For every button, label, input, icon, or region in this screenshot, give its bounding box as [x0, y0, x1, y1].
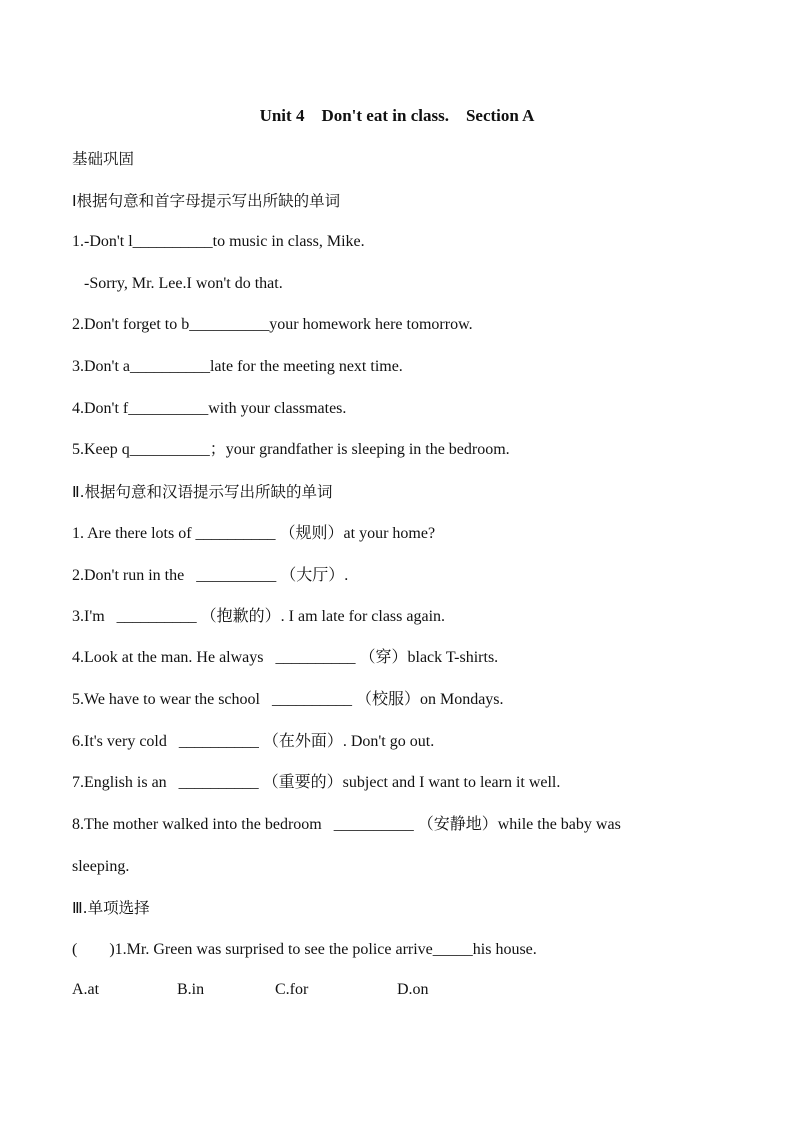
option-c: C.for: [275, 981, 309, 998]
part2-item-7: 7.English is an __________ （重要的）subject and I want to learn it well.: [72, 774, 561, 791]
part1-item-3: 3.Don't a__________late for the meeting next time.: [72, 358, 403, 375]
part1-item-2: 2.Don't forget to b__________your homework here tomorrow.: [72, 316, 473, 333]
part2-heading: Ⅱ.根据句意和汉语提示写出所缺的单词: [72, 483, 333, 501]
part2-item-8-cont: sleeping.: [72, 858, 130, 875]
part1-heading: Ⅰ根据句意和首字母提示写出所缺的单词: [72, 192, 341, 210]
part2-item-6: 6.It's very cold __________ （在外面）. Don't go out.: [72, 733, 435, 750]
part2-item-1: 1. Are there lots of __________ （规则）at your home?: [72, 525, 436, 542]
part1-item-1-reply: -Sorry, Mr. Lee.I won't do that.: [72, 275, 283, 292]
part3-question-1: ( )1.Mr. Green was surprised to see the police arrive_____his house.: [72, 941, 537, 958]
option-d: D.on: [397, 981, 429, 998]
part3-heading: Ⅲ.单项选择: [72, 899, 150, 917]
part1-item-5: 5.Keep q__________；your grandfather is sleeping in the bedroom.: [72, 441, 510, 458]
part2-item-5: 5.We have to wear the school __________ （校服）on Mondays.: [72, 691, 504, 708]
option-a: A.at: [72, 981, 100, 998]
part1-item-1: 1.-Don't l__________to music in class, Mike.: [72, 233, 365, 250]
part2-item-8: 8.The mother walked into the bedroom __________ （安静地）while the baby was: [72, 816, 621, 833]
page-title: Unit 4 Don't eat in class. Section A: [259, 106, 535, 125]
part2-item-2: 2.Don't run in the __________ （大厅）.: [72, 567, 349, 584]
option-b: B.in: [177, 981, 205, 998]
section-basic-heading: 基础巩固: [72, 150, 135, 168]
part1-item-4: 4.Don't f__________with your classmates.: [72, 400, 347, 417]
part2-item-4: 4.Look at the man. He always __________ （穿）black T-shirts.: [72, 649, 499, 666]
part2-item-3: 3.I'm __________ （抱歉的）. I am late for class again.: [72, 608, 446, 625]
